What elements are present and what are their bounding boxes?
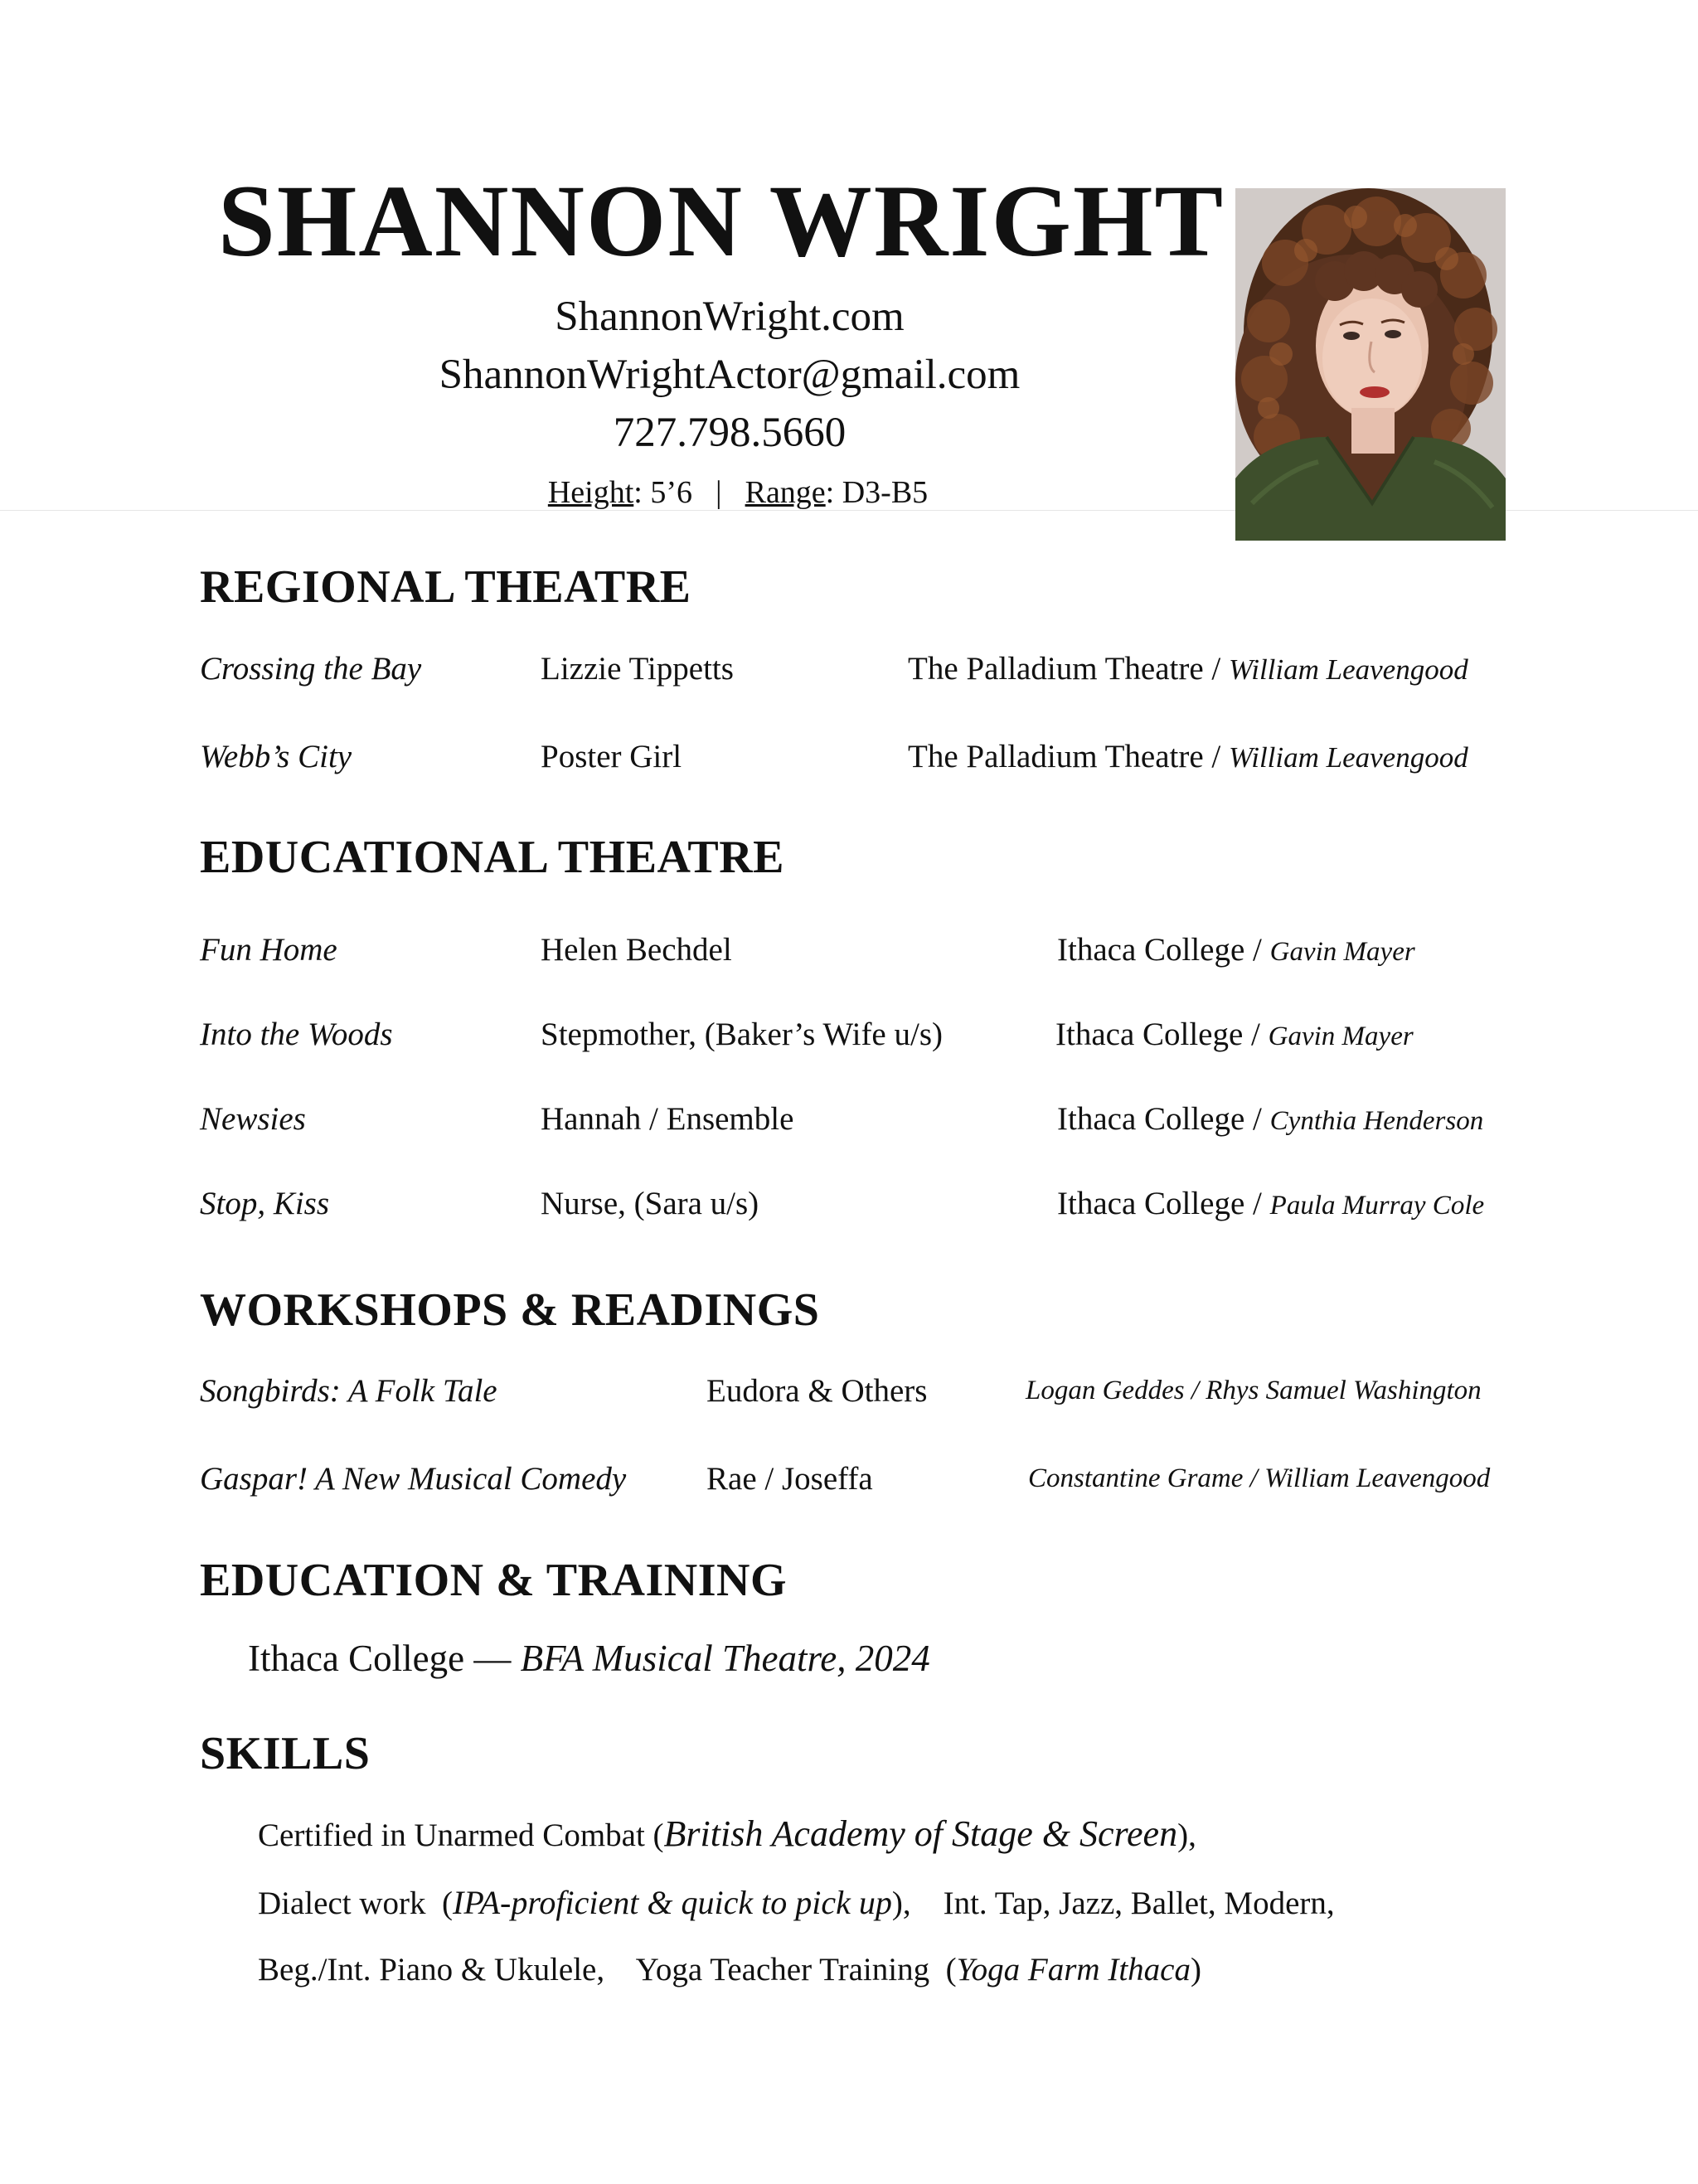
- educational-role: Helen Bechdel: [541, 932, 732, 968]
- venue-name: The Palladium Theatre /: [908, 739, 1229, 774]
- skill-text: ),: [1177, 1818, 1196, 1853]
- director-name: William Leavengood: [1229, 653, 1468, 686]
- regional-venue: [908, 740, 1468, 773]
- workshop-role: Rae / Joseffa: [706, 1461, 873, 1497]
- educational-venue: [1057, 934, 1415, 966]
- section-heading-educational: EDUCATIONAL THEATRE: [200, 832, 784, 883]
- headshot-photo: [1235, 188, 1506, 541]
- section-heading-education: EDUCATION & TRAINING: [200, 1555, 788, 1606]
- director-name: Paula Murray Cole: [1269, 1191, 1485, 1221]
- workshop-show: Songbirds: A Folk Tale: [200, 1373, 497, 1409]
- skill-detail: IPA-proficient & quick to pick up: [453, 1884, 892, 1921]
- education-entry: [248, 1640, 930, 1677]
- educational-show: Into the Woods: [200, 1017, 393, 1052]
- director-name: Gavin Mayer: [1269, 937, 1415, 967]
- website[interactable]: ShannonWright.com: [555, 294, 905, 340]
- section-heading-skills: SKILLS: [200, 1728, 371, 1779]
- educational-role: Stepmother, (Baker’s Wife u/s): [541, 1017, 943, 1052]
- regional-show: Webb’s City: [200, 739, 352, 774]
- educational-venue: [1055, 1018, 1414, 1051]
- workshop-credits: Logan Geddes / Rhys Samuel Washington: [1026, 1376, 1482, 1405]
- educational-venue: [1057, 1187, 1484, 1220]
- skill-text: Dialect work (: [258, 1886, 453, 1921]
- skill-text: ), Int. Tap, Jazz, Ballet, Modern,: [891, 1886, 1335, 1921]
- educational-show: Newsies: [200, 1101, 306, 1137]
- regional-role: Poster Girl: [541, 739, 682, 774]
- skill-text: Beg./Int. Piano & Ukulele, Yoga Teacher Training (: [258, 1952, 957, 1987]
- director-name: Gavin Mayer: [1268, 1022, 1414, 1051]
- regional-role: Lizzie Tippetts: [541, 651, 734, 687]
- section-heading-regional: REGIONAL THEATRE: [200, 561, 691, 613]
- workshop-credits: Constantine Grame / William Leavengood: [1028, 1463, 1491, 1493]
- skill-detail: British Academy of Stage & Screen: [663, 1813, 1178, 1854]
- degree: BFA Musical Theatre, 2024: [520, 1638, 930, 1679]
- skill-text: ): [1190, 1952, 1201, 1987]
- performer-name: SHANNON WRIGHT: [217, 164, 1225, 278]
- range-value: : D3-B5: [825, 475, 929, 510]
- director-name: William Leavengood: [1229, 741, 1468, 774]
- venue-name: Ithaca College /: [1057, 1186, 1270, 1221]
- skills-line: [258, 1813, 1196, 1854]
- director-name: Cynthia Henderson: [1269, 1106, 1484, 1136]
- skills-line: [258, 1953, 1201, 1986]
- skill-detail: Yoga Farm Ithaca: [956, 1952, 1191, 1987]
- educational-role: Hannah / Ensemble: [541, 1101, 794, 1137]
- height-value: : 5’6: [633, 475, 692, 510]
- regional-venue: [908, 653, 1468, 685]
- educational-show: Fun Home: [200, 932, 337, 968]
- venue-name: Ithaca College /: [1057, 1101, 1270, 1137]
- regional-show: Crossing the Bay: [200, 651, 422, 687]
- section-heading-workshops: WORKSHOPS & READINGS: [200, 1284, 820, 1336]
- email[interactable]: ShannonWrightActor@gmail.com: [439, 352, 1021, 398]
- workshop-show: Gaspar! A New Musical Comedy: [200, 1461, 627, 1497]
- venue-name: Ithaca College /: [1057, 932, 1270, 968]
- phone: 727.798.5660: [613, 410, 847, 456]
- school-name: Ithaca College —: [248, 1638, 521, 1679]
- range-label: Range: [745, 475, 826, 510]
- educational-venue: [1057, 1103, 1483, 1135]
- venue-name: Ithaca College /: [1055, 1017, 1269, 1052]
- stats-separator: |: [715, 475, 722, 510]
- educational-role: Nurse, (Sara u/s): [541, 1186, 759, 1221]
- skill-text: Certified in Unarmed Combat (: [258, 1818, 664, 1853]
- workshop-role: Eudora & Others: [706, 1373, 928, 1409]
- skills-line: [258, 1886, 1335, 1919]
- educational-show: Stop, Kiss: [200, 1186, 330, 1221]
- venue-name: The Palladium Theatre /: [908, 651, 1229, 687]
- height-label: Height: [547, 475, 634, 510]
